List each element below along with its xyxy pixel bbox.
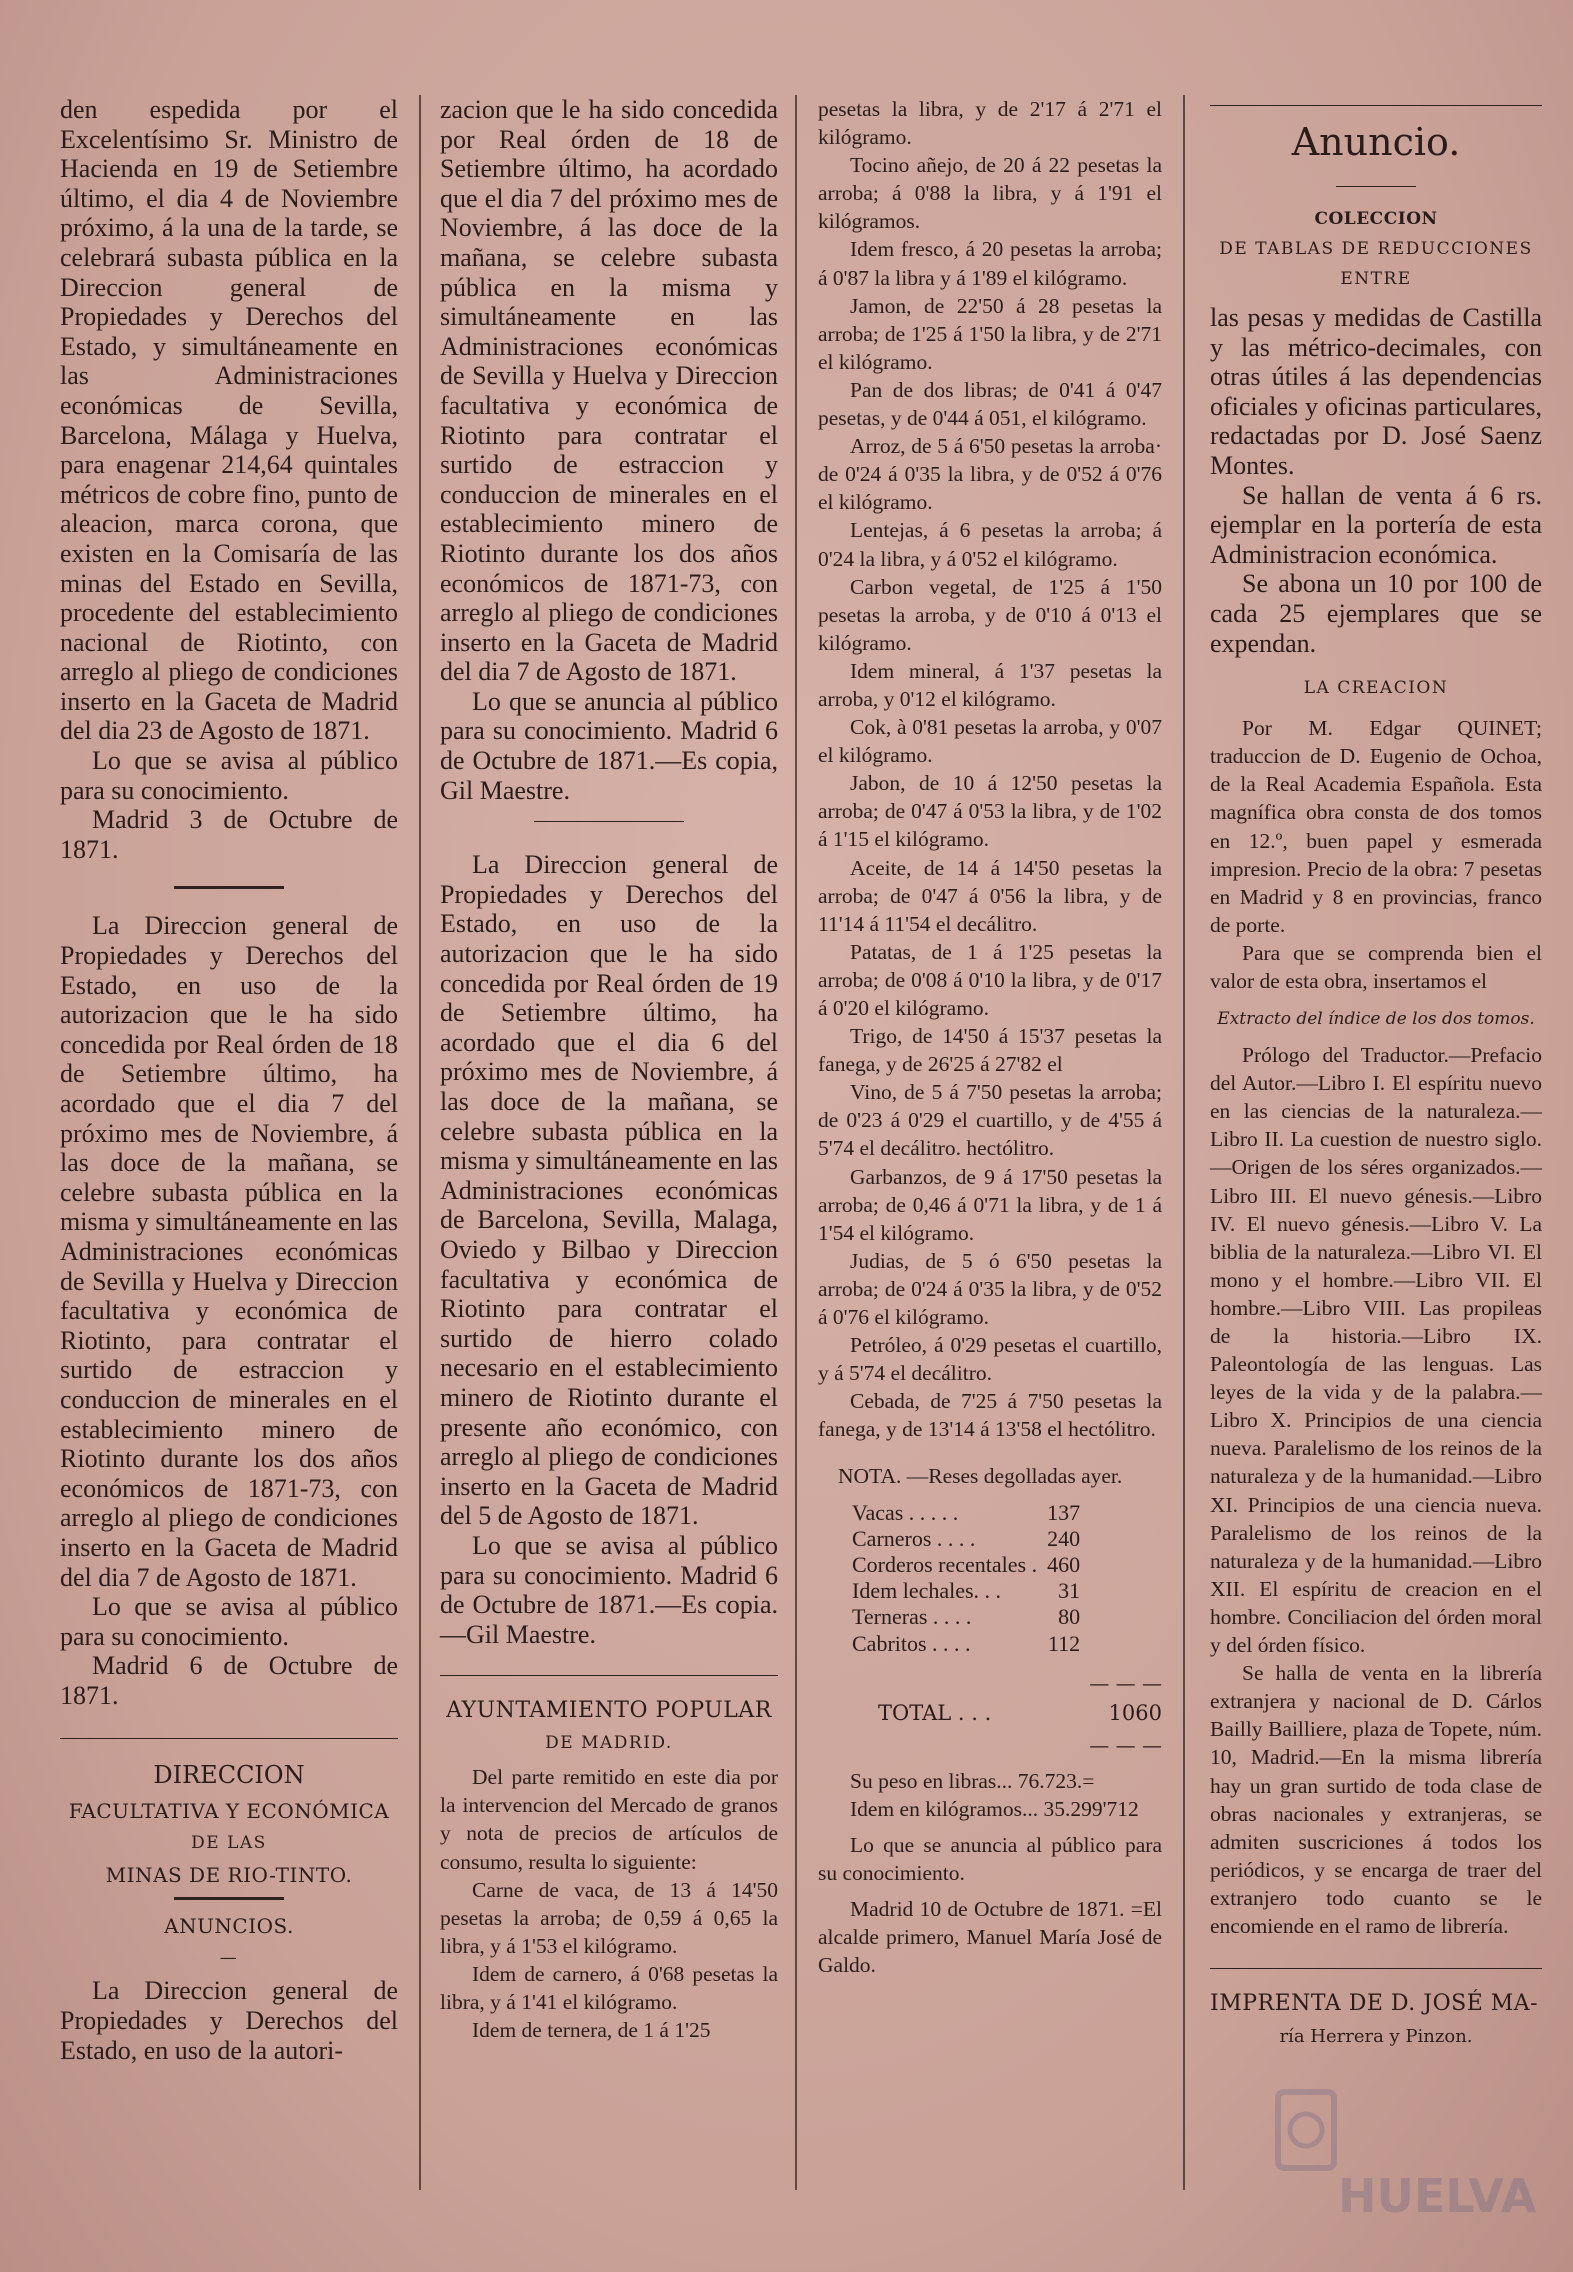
seal-icon xyxy=(1268,2082,1537,2232)
row-value: 460 xyxy=(1047,1552,1081,1577)
price-item: Idem mineral, á 1'37 pesetas la arroba, y 0'12 el kilógramo. xyxy=(818,658,1162,711)
price-item: Tocino añejo, de 20 á 22 pesetas la arroba; á 0'88 la libra, y á 1'91 el kilógramos. xyxy=(818,153,1162,234)
section-heading: ANUNCIOS. xyxy=(164,1914,294,1939)
price-item: Vino, de 5 á 7'50 pesetas la arroba; de 0'23 á 0'29 el cuartillo, y de 4'55 á 5'74 el decálitro. hectólitro. xyxy=(818,1080,1162,1161)
total-value: 1060 xyxy=(1108,1700,1162,1725)
table-row xyxy=(852,1526,1080,1552)
paragraph: La Direccion general de Propiedades y Derechos del Estado, en uso de la autorizacion que le ha sido concedida por Real órden de 19 de Setiembre último, ha acordado que el dia 6 del próximo mes de Noviembre, á las doce de la mañana, se celebre subasta pública en la misma y simultáneamente en las Administraciones económicas de Barcelona, Sevilla, Malaga, Oviedo y Bilbao y Direccion facultativa y económica de Riotinto para contratar el surtido de hierro colado necesario en el establecimiento minero de Riotinto durante el presente año económico, con arreglo al pliego de condiciones inserto en la Gaceta de Madrid del 5 de Agosto de 1871. xyxy=(440,850,778,1531)
paragraph: den espedida por el Excelentísimo Sr. Ministro de Hacienda en 19 de Setiembre último, el dia 4 de Noviembre próximo, á la una de la tarde, se celebrará subasta pública en la Direccion general de Propiedades y Derechos del Estado, y simultáneamente en las Administraciones económicas de Sevilla, Barcelona, Málaga y Huelva, para enagenar 214,64 quintales métricos de cobre fino, punto de aleacion, marca corona, que existen en la Comisaría de las minas del Estado en Sevilla, procedente del establecimiento nacional de Riotinto, con arreglo al pliego de condiciones inserto en la Gaceta de Madrid del dia 23 de Agosto de 1871. xyxy=(60,95,398,746)
paragraph: La Direccion general de Propiedades y Derechos del Estado, en uso de la autorizacion que le ha sido concedida por Real órden de 18 de Setiembre último, ha acordado que el dia 7 del próximo mes de Noviembre, á las doce de la mañana, se celebre subasta pública en la misma y simultáneamente en las Administraciones económicas de Sevilla y Huelva y Direccion facultativa y económica de Riotinto, para contratar el surtido de estraccion y conduccion de minerales en el establecimiento minero de Riotinto durante los dos años económicos de 1871-73, con arreglo al pliego de condiciones inserto en la Gaceta de Madrid del dia 7 de Agosto de 1871. xyxy=(60,911,398,1592)
section-heading: DE MADRID. xyxy=(545,1733,673,1754)
price-item: Idem fresco, á 20 pesetas la arroba; á 0'87 la libra y á 1'89 el kilógramo. xyxy=(818,237,1162,290)
table-row xyxy=(852,1552,1080,1578)
paragraph: Se abona un 10 por 100 de cada 25 ejemplares que se expendan. xyxy=(1210,569,1542,658)
paragraph: Prólogo del Traductor.—Prefacio del Autor.—Libro I. El espíritu nuevo en las ciencias de la naturaleza.—Libro II. La cuestion de nuestro siglo.—Origen de los séres organizados.—Libro III. El nuevo génesis.—Libro IV. El nuevo génesis.—Libro V. La biblia de la naturaleza.—Libro VI. El mono y el hombre.—Libro VII. El hombre.—Libro VIII. Las propileas de la historia.—Libro IX. Paleontología de las lenguas. Las leyes de la vida y de la palabra.—Libro X. Principios de una ciencia nueva. Paralelismo de los reinos de la naturaleza y de la humanidad.—Libro XI. Principios de una ciencia nueva. Paralelismo de los reinos de la naturaleza y de la humanidad.—Libro XII. El espíritu de creacion en el hombre. Conciliacion del órden moral y del órden físico. xyxy=(1210,1043,1542,1658)
section-heading: DE LAS xyxy=(191,1833,267,1854)
paragraph: Lo que se avisa al público para su conocimiento. xyxy=(60,1592,398,1651)
section-heading: LA CREACION xyxy=(1303,678,1449,699)
price-item: Idem de ternera, de 1 á 1'25 xyxy=(472,2018,711,2043)
row-label: Cabritos . . . . xyxy=(852,1630,971,1656)
price-item: Aceite, de 14 á 14'50 pesetas la arroba; de 0'47 á 0'56 la libra, y de 11'14 á 11'54 el decálitro. xyxy=(818,855,1162,936)
row-label: Corderos recentales . xyxy=(852,1552,1038,1577)
row-value: 240 xyxy=(1047,1525,1081,1551)
paragraph: Para que se comprenda bien el valor de esta obra, insertamos el xyxy=(1210,940,1542,993)
price-item: Judias, de 5 ó 6'50 pesetas la arroba; de 0'24 á 0'35 la libra, y de 0'52 á 0'76 el kilógramo. xyxy=(818,1248,1162,1330)
price-item: Lentejas, á 6 pesetas la arroba; á 0'24 la libra, y á 0'52 el kilógramo. xyxy=(818,518,1162,571)
column-rule xyxy=(1183,95,1185,2190)
separator xyxy=(440,1675,778,1676)
paragraph: Se halla de venta en la librería extranjera y nacional de D. Cárlos Bailly Bailliere, plaza de Topete, núm. 10, Madrid.—En la misma librería hay un gran surtido de toda clase de obras nacionales y extranjeras, se admiten suscriciones á todos los periódicos, y se encarga de traer del extranjero todo cuanto se le encomiende en el ramo de librería. xyxy=(1210,1661,1542,1938)
table-row xyxy=(852,1578,1080,1604)
separator-dashes: — — — xyxy=(1089,1670,1162,1695)
price-item: Trigo, de 14'50 á 15'37 pesetas la fanega, y de 26'25 á 27'82 el xyxy=(818,1024,1162,1077)
total-row xyxy=(818,1701,1162,1725)
row-value: 31 xyxy=(1058,1578,1081,1604)
paragraph: Por M. Edgar QUINET; traduccion de D. Eugenio de Ochoa, de la Real Academia Española. Esta magnífica obra consta de dos tomos en 12.º, buen papel y esmerada impresion. Precio de la obra: 7 pesetas en Madrid y 8 en provincias, franco de porte. xyxy=(1210,716,1542,937)
row-label: Terneras . . . . xyxy=(852,1604,972,1630)
nota-title: NOTA. —Reses degolladas ayer. xyxy=(838,1463,1123,1488)
price-item: Patatas, de 1 á 1'25 pesetas la arroba; de 0'08 á 0'10 la libra, y de 0'17 á 0'20 el kilógramo. xyxy=(818,939,1162,1020)
separator xyxy=(1210,1968,1542,1969)
dateline: Madrid 3 de Octubre de 1871. xyxy=(60,805,398,864)
column-3 xyxy=(818,95,1162,1979)
row-value: 137 xyxy=(1047,1499,1081,1525)
weight-line: Su peso en libras... 76.723.= xyxy=(850,1768,1095,1793)
separator xyxy=(174,886,284,889)
section-heading: Extracto del índice de los dos tomos. xyxy=(1217,1009,1535,1030)
total-label: TOTAL . . . xyxy=(878,1700,992,1725)
paragraph: zacion que le ha sido concedida por Real órden de 18 de Setiembre último, ha acordado que el dia 7 del próximo mes de Noviembre, á las doce de la mañana, se celebre subasta pública en la misma y simultáneamente en las Administraciones económicas de Sevilla y Huelva y Direccion facultativa y económica de Riotinto para contratar el surtido de estraccion y conduccion de minerales en el establecimiento minero de Riotinto durante los dos años económicos de 1871-73, con arreglo al pliego de condiciones inserto en la Gaceta de Madrid del dia 7 de Agosto de 1871. xyxy=(440,95,778,687)
dateline: Madrid 6 de Octubre de 1871. xyxy=(60,1651,398,1710)
column-1 xyxy=(60,95,398,2065)
row-label: Carneros . . . . xyxy=(852,1525,976,1551)
paragraph: Del parte remitido en este dia por la intervencion del Mercado de granos y nota de precios de artículos de consumo, resulta lo siguiente: xyxy=(440,1765,778,1874)
paragraph: La Direccion general de Propiedades y Derechos del Estado, en uso de la autori- xyxy=(60,1976,398,2065)
section-heading: FACULTATIVA Y ECONÓMICA xyxy=(68,1799,390,1824)
paragraph: Lo que se avisa al público para su conocimiento. Madrid 6 de Octubre de 1871.—Es copia.—Gil Maestre. xyxy=(440,1530,778,1649)
page-title: Anuncio. xyxy=(1291,120,1461,164)
watermark-seal xyxy=(1268,2082,1537,2232)
separator-dashes: — — — xyxy=(1089,1732,1162,1757)
price-item: pesetas la libra, y de 2'17 á 2'71 el kilógramo. xyxy=(818,97,1162,150)
section-heading: COLECCION xyxy=(1314,209,1438,229)
column-4 xyxy=(1210,95,1542,2047)
price-item: Cebada, de 7'25 á 7'50 pesetas la fanega, y de 13'14 á 13'58 el hectólitro. xyxy=(818,1389,1162,1442)
section-heading: DE TABLAS DE REDUCCIONES xyxy=(1219,239,1533,259)
price-item: Idem de carnero, á 0'68 pesetas la libra, y á 1'41 el kilógramo. xyxy=(440,1961,778,2015)
separator xyxy=(1336,186,1416,187)
row-value: 112 xyxy=(1047,1630,1081,1656)
section-heading: AYUNTAMIENTO POPULAR xyxy=(446,1698,772,1724)
price-item: Jabon, de 10 á 12'50 pesetas la arroba; de 0'47 á 0'53 la libra, y de 1'02 á 1'15 el kilógramo. xyxy=(818,771,1162,852)
paragraph: Lo que se avisa al público para su conocimiento. xyxy=(60,746,398,805)
column-rule xyxy=(795,95,797,2190)
weight-line: Idem en kilógramos... 35.299'712 xyxy=(850,1796,1139,1821)
section-heading: MINAS DE RIO-TINTO. xyxy=(105,1863,353,1888)
price-item: Carbon vegetal, de 1'25 á 1'50 pesetas la arroba, y de 0'10 á 0'13 el kilógramo. xyxy=(818,574,1162,655)
price-item: Jamon, de 22'50 á 28 pesetas la arroba; de 1'25 á 1'50 la libra, y de 2'71 el kilógramo. xyxy=(818,293,1162,374)
table-row xyxy=(852,1631,1080,1657)
column-rule xyxy=(419,95,421,2190)
price-item: Garbanzos, de 9 á 17'50 pesetas la arroba; de 0,46 á 0'71 la libra, y de 1 á 1'54 el kilógramo. xyxy=(818,1164,1162,1245)
dash: — xyxy=(219,1948,239,1969)
row-label: Vacas . . . . . xyxy=(852,1499,959,1525)
reses-table xyxy=(852,1500,1080,1657)
separator xyxy=(174,1897,284,1900)
price-item: Petróleo, á 0'29 pesetas el cuartillo, y á 5'74 el decálitro. xyxy=(818,1333,1162,1386)
price-item: Pan de dos libras; de 0'41 á 0'47 pesetas, y de 0'44 á 051, el kilógramo. xyxy=(818,377,1162,431)
table-row xyxy=(852,1604,1080,1630)
paragraph: Lo que se anuncia al público para su conocimiento. xyxy=(818,1833,1162,1886)
signature: Madrid 10 de Octubre de 1871. =El alcalde primero, Manuel María José de Galdo. xyxy=(818,1897,1162,1978)
section-heading: ENTRE xyxy=(1340,269,1412,289)
imprint: ría Herrera y Pinzon. xyxy=(1279,2026,1473,2048)
paragraph: Se hallan de venta á 6 rs. ejemplar en la portería de esta Administracion económica. xyxy=(1210,480,1542,569)
table-row xyxy=(852,1500,1080,1526)
watermark-text: HUELVA xyxy=(1338,2169,1537,2223)
price-item: Carne de vaca, de 13 á 14'50 pesetas la arroba; de 0,59 á 0,65 la libra, y á 1'53 el kilógramo. xyxy=(440,1877,778,1958)
imprint: IMPRENTA DE D. JOSÉ MA- xyxy=(1210,1991,1539,2017)
row-label: Idem lechales. . . xyxy=(852,1578,1002,1604)
section-heading: DIRECCION xyxy=(153,1761,305,1790)
price-item: Cok, à 0'81 pesetas la arroba, y 0'07 el kilógramo. xyxy=(818,715,1162,768)
separator xyxy=(60,1738,398,1739)
row-value: 80 xyxy=(1058,1604,1081,1630)
price-item: Arroz, de 5 á 6'50 pesetas la arroba· de 0'24 á 0'35 la libra, y de 0'52 á 0'76 el kilógramo. xyxy=(818,434,1162,515)
separator xyxy=(1210,105,1542,106)
paragraph: las pesas y medidas de Castilla y las métrico-decimales, con otras útiles á las dependencias oficiales y oficinas particulares, redactadas por D. José Saenz Montes. xyxy=(1210,303,1542,480)
separator xyxy=(534,821,684,822)
column-2 xyxy=(440,95,778,2044)
paragraph: Lo que se anuncia al público para su conocimiento. Madrid 6 de Octubre de 1871.—Es copia, Gil Maestre. xyxy=(440,686,778,805)
